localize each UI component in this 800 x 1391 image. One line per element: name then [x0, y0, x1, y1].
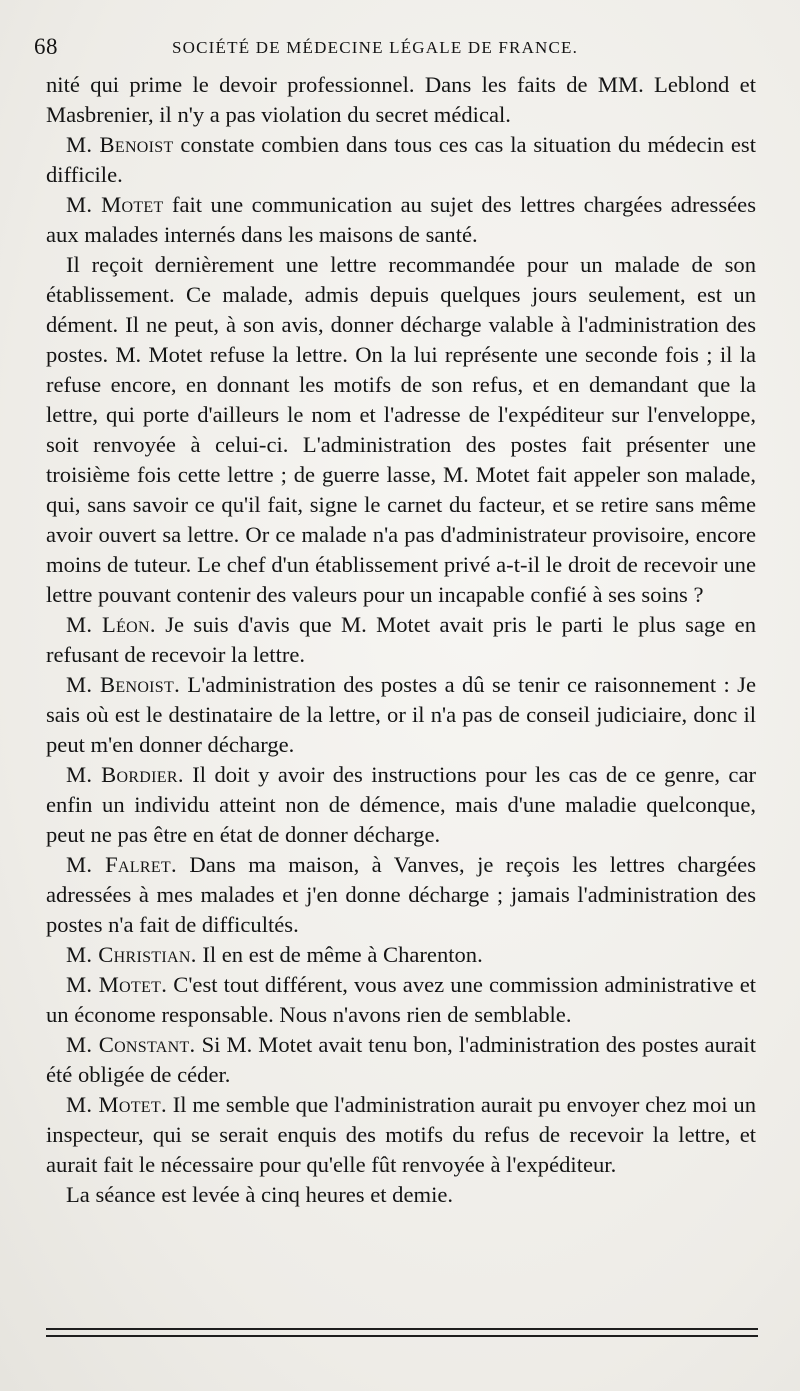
paragraph-narrative: Il reçoit dernièrement une lettre recommandée pour un malade de son établissement. Ce malade, admis depuis quelques jours seulement, est un dément. Il ne peut, à son avis, donner décharge valable à l'administration des postes. M. Motet refuse la lettre. On la lui représente une seconde fois ; il la refuse encore, en donnant les motifs de son refus, et en demandant que la lettre, qui porte d'ailleurs le nom et l'adresse de l'expéditeur sur l'enveloppe, soit renvoyée à celui-ci. L'administration des postes fait présenter une troisième fois cette lettre ; de guerre lasse, M. Motet fait appeler son malade, qui, sans savoir ce qu'il fait, signe le carnet du facteur, et se retire sans même avoir ouvert sa lettre. Or ce malade n'a pas d'administrateur provisoire, encore moins de tuteur. Le chef d'un établissement privé a-t-il le droit de recevoir une lettre pouvant contenir des valeurs pour un incapable confié à ses soins ? — [46, 252, 756, 607]
paragraph-motet-3 — [46, 1090, 756, 1180]
speaker-name: M. Motet — [66, 192, 164, 217]
paragraph-continued: nité qui prime le devoir professionnel. Dans les faits de MM. Leblond et Masbrenier, il n'y a pas violation du secret médical. — [46, 72, 756, 127]
speaker-name: M. Motet. — [66, 972, 168, 997]
speech-text: constate combien dans tous ces cas la situation du médecin est difficile. — [46, 132, 756, 187]
double-rule-top — [46, 1328, 758, 1330]
paragraph-constant — [46, 1030, 756, 1090]
paragraph-christian — [46, 940, 756, 970]
speech-text: Je suis d'avis que M. Motet avait pris le parti le plus sage en refusant de recevoir la lettre. — [46, 612, 756, 667]
page-number: 68 — [34, 34, 58, 59]
paragraph-motet-1 — [46, 190, 756, 250]
paragraph-leon — [46, 610, 756, 670]
speech-text: fait une communication au sujet des lettres chargées adressées aux malades internés dans les maisons de santé. — [46, 192, 756, 247]
speaker-name: M. Benoist. — [66, 672, 181, 697]
speech-text: L'administration des postes a dû se tenir ce raisonnement : Je sais où est le destinataire de la lettre, or il n'a pas de conseil judiciaire, donc il peut m'en donner décharge. — [46, 672, 756, 757]
speaker-name: M. Bordier. — [66, 762, 184, 787]
speaker-name: M. Christian. — [66, 942, 197, 967]
body-text — [46, 70, 756, 1210]
speaker-name: M. Falret. — [66, 852, 177, 877]
paragraph-motet-2 — [46, 970, 756, 1030]
paragraph-closing: La séance est levée à cinq heures et demie. — [66, 1182, 454, 1207]
speech-text: Dans ma maison, à Vanves, je reçois les lettres chargées adressées à mes malades et j'en donne décharge ; jamais l'administration des postes n'a fait de difficultés. — [46, 852, 756, 937]
speaker-name: M. Benoist — [66, 132, 174, 157]
double-rule-bottom — [46, 1335, 758, 1337]
running-head: SOCIÉTÉ DE MÉDECINE LÉGALE DE FRANCE. — [172, 38, 579, 57]
speech-text: Si M. Motet avait tenu bon, l'administration des postes aurait été obligée de céder. — [46, 1032, 756, 1087]
paragraph-falret — [46, 850, 756, 940]
section-end-rule — [46, 1328, 758, 1342]
paragraph-bordier — [46, 760, 756, 850]
speaker-name: M. Motet. — [66, 1092, 167, 1117]
paragraph-benoist-1 — [46, 130, 756, 190]
speech-text: Il me semble que l'administration aurait pu envoyer chez moi un inspecteur, qui se serait enquis des motifs du refus de recevoir la lettre, et aurait fait le nécessaire pour qu'elle fût renvoyée à l'expéditeur. — [46, 1092, 756, 1177]
page-header — [34, 34, 760, 66]
speech-text: C'est tout différent, vous avez une commission administrative et un économe responsable. Nous n'avons rien de semblable. — [46, 972, 756, 1027]
speech-text: Il doit y avoir des instructions pour les cas de ce genre, car enfin un individu atteint non de démence, mais d'une maladie quelconque, peut ne pas être en état de donner décharge. — [46, 762, 756, 847]
paragraph-benoist-2 — [46, 670, 756, 760]
speaker-name: M. Constant. — [66, 1032, 196, 1057]
speech-text: Il en est de même à Charenton. — [196, 942, 483, 967]
speaker-name: M. Léon. — [66, 612, 156, 637]
